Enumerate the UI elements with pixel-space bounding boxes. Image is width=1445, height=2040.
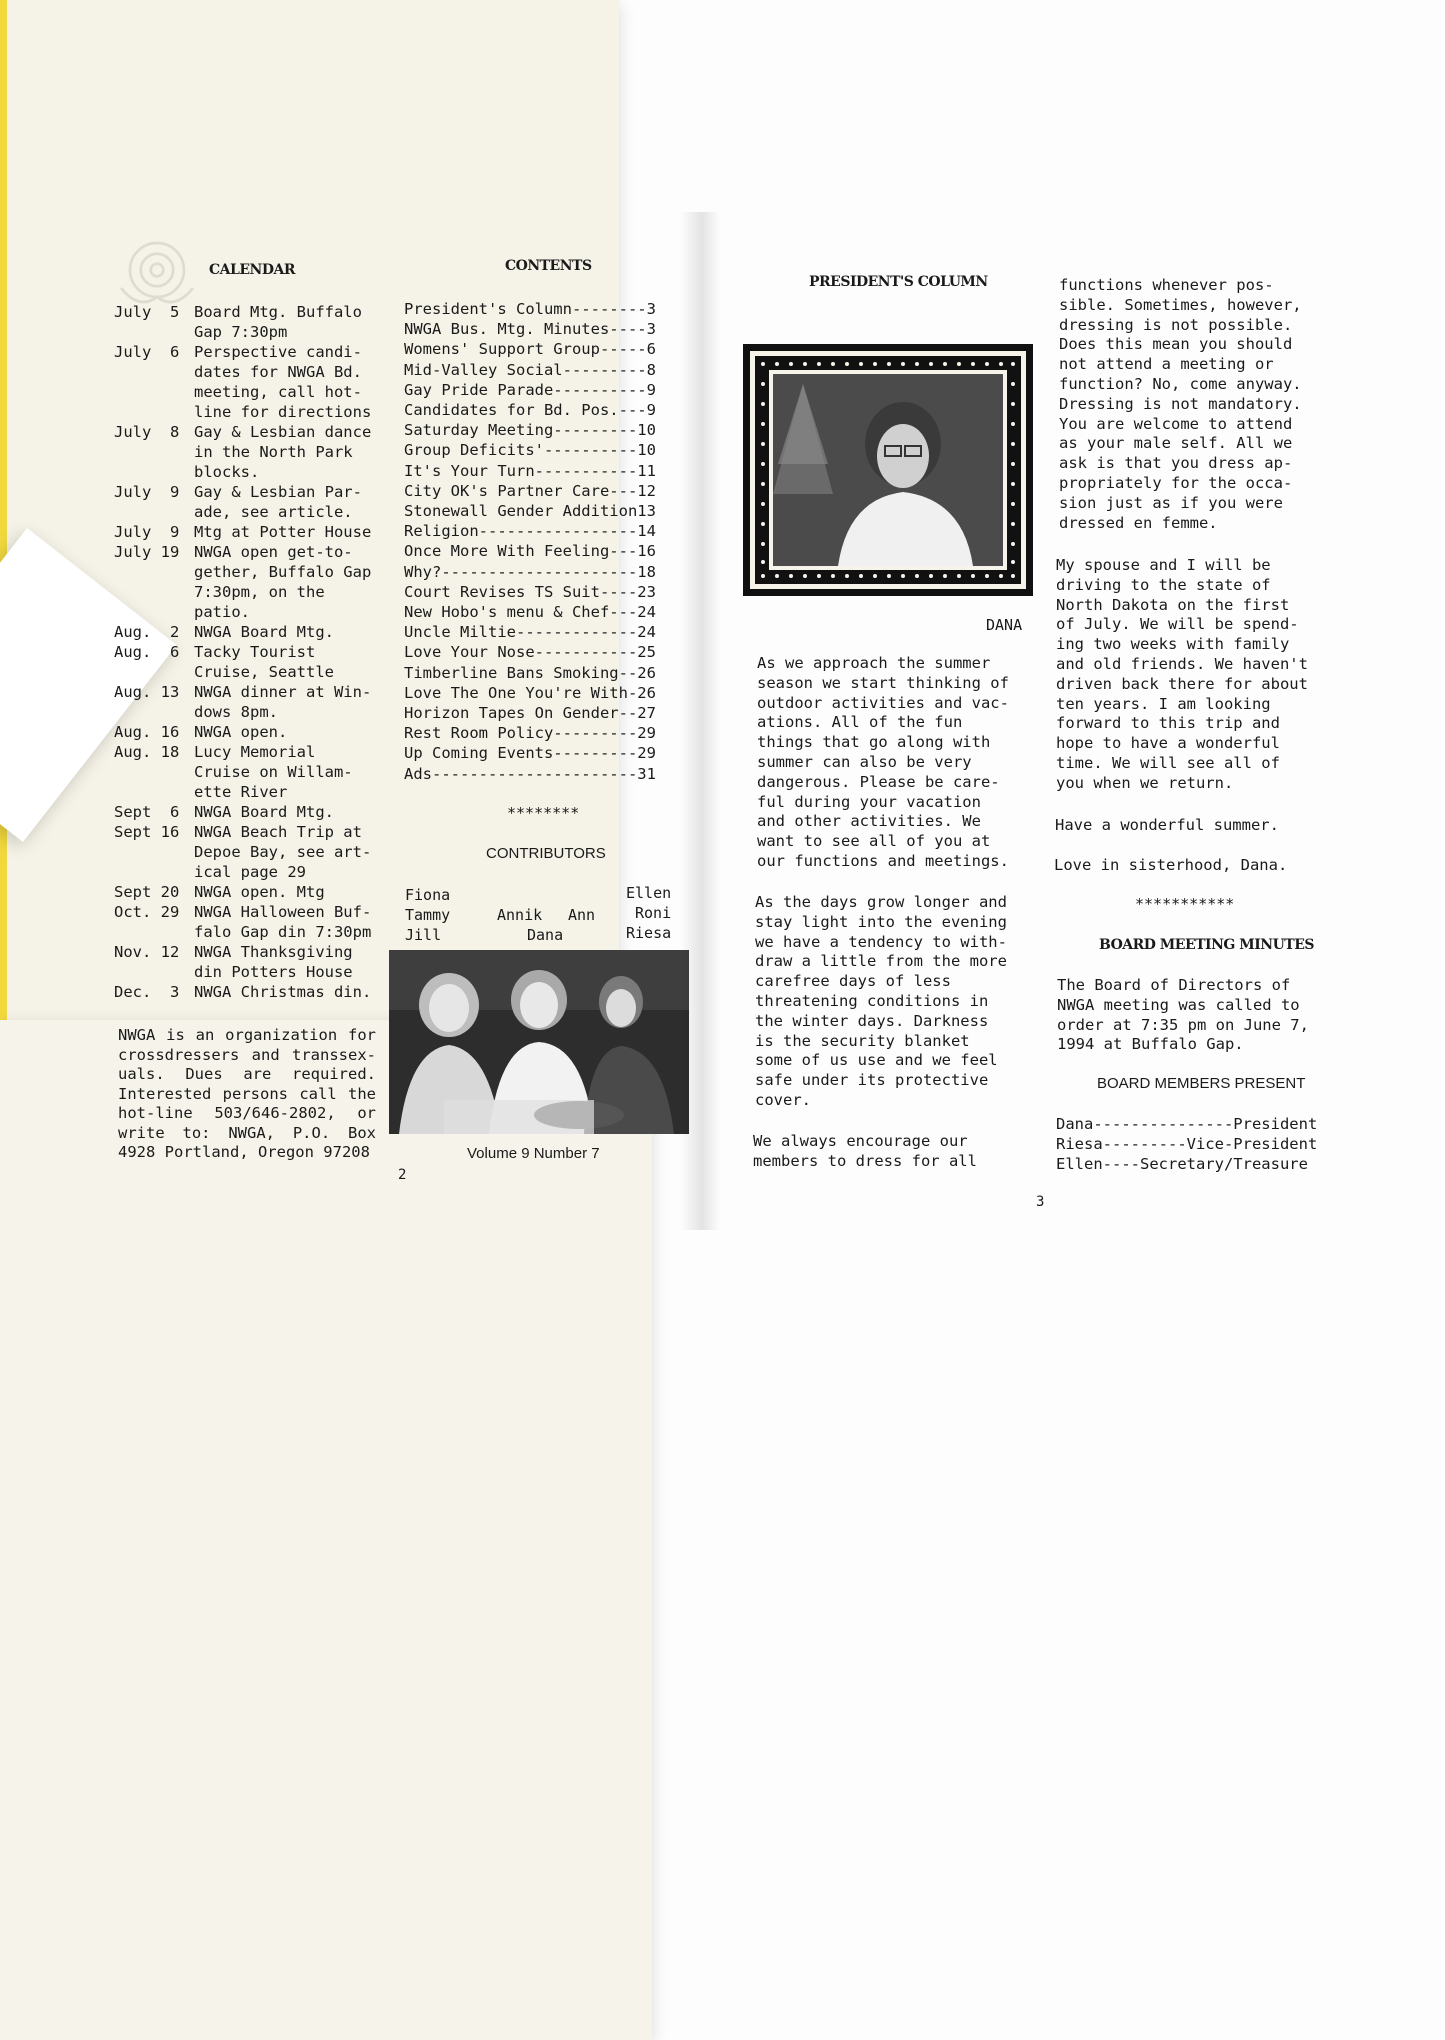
- calendar-event: Mtg at Potter House: [194, 523, 372, 541]
- board-members-list: [1056, 1115, 1328, 1174]
- contents-item: Ads----------------------31: [404, 764, 656, 783]
- board-minutes-intro: The Board of Directors of NWGA meeting was called to order at 7:35 pm on June 7, 1994 at Buffalo Gap.: [1057, 976, 1309, 1054]
- calendar-event: NWGA open. Mtg: [194, 883, 325, 901]
- calendar-event: NWGA open get-to- gether, Buffalo Gap 7:30pm, on the patio.: [194, 543, 372, 621]
- contents-item: President's Column--------3: [404, 300, 656, 318]
- board-member-line: Riesa---------Vice-President: [1056, 1134, 1318, 1153]
- contributor-name: Dana: [527, 926, 564, 944]
- calendar-heading: CALENDAR: [209, 262, 295, 278]
- contents-item: Court Revises TS Suit----23: [404, 582, 656, 601]
- calendar-date: July 8: [114, 423, 180, 441]
- contents-list: [404, 299, 674, 784]
- calendar-event: NWGA Christmas din.: [194, 983, 372, 1001]
- contributor-name: Riesa: [626, 924, 672, 942]
- right-page: [0, 1020, 652, 2040]
- president-continued-1: functions whenever pos- sible. Sometimes, however, dressing is not possible. Does this mean you should not attend a meeting or function? No, come anyway. Dressing is not mandatory. You are welcome to attend as your male self. All we ask is that you dress ap- propriately for the occa- sion just as if you were dressed en femme.: [1059, 276, 1302, 532]
- calendar-entry: [114, 882, 380, 902]
- calendar-date: July 5: [114, 303, 180, 321]
- calendar-entry: [114, 802, 380, 822]
- calendar-entry: [114, 982, 380, 1002]
- contributor-name: Annik: [497, 906, 543, 924]
- contents-separator: ********: [507, 804, 580, 822]
- contributor-name: Tammy: [405, 906, 451, 924]
- calendar-date: Sept 6: [114, 803, 180, 821]
- calendar-entry: [114, 722, 380, 742]
- contents-item: Once More With Feeling---16: [404, 542, 656, 561]
- contents-item: Mid-Valley Social---------8: [404, 360, 656, 379]
- contents-item: Uncle Miltie-------------24: [404, 623, 656, 642]
- contents-item: Up Coming Events---------29: [404, 744, 656, 763]
- contents-item: Womens' Support Group-----6: [404, 340, 656, 359]
- volume-number: Volume 9 Number 7: [467, 1145, 600, 1162]
- calendar-date: July 9: [114, 523, 180, 541]
- contents-item: Group Deficits'----------10: [404, 441, 656, 460]
- calendar-date: July 19: [114, 543, 180, 561]
- contents-heading: CONTENTS: [505, 258, 592, 274]
- contents-item: Gay Pride Parade----------9: [404, 380, 656, 399]
- calendar-event: NWGA Beach Trip at Depoe Bay, see art- ical page 29: [194, 823, 372, 881]
- calendar-entry: [114, 342, 380, 422]
- calendar-date: Sept 20: [114, 883, 180, 901]
- calendar-entry: [114, 902, 380, 942]
- calendar-event: Tacky Tourist Cruise, Seattle: [194, 643, 334, 681]
- contents-item: City OK's Partner Care---12: [404, 481, 656, 500]
- calendar-entry: [114, 482, 380, 522]
- president-photo-frame: [743, 344, 1033, 596]
- calendar-entry: [114, 622, 380, 642]
- calendar-date: Aug. 6: [114, 643, 180, 661]
- calendar-date: July 9: [114, 483, 180, 501]
- contents-item: Why?---------------------18: [404, 562, 656, 581]
- contributor-name: Jill: [405, 926, 442, 944]
- contents-item: Love The One You're With-26: [404, 683, 656, 702]
- calendar-entry: [114, 522, 380, 542]
- contents-item: It's Your Turn-----------11: [404, 461, 656, 480]
- calendar-date: July 6: [114, 343, 180, 361]
- calendar-event: NWGA Board Mtg.: [194, 623, 334, 641]
- president-paragraph-2: As the days grow longer and stay light into the evening we have a tendency to with- draw a little from the more carefree days of less threatening conditions in the winter days. Darkness is the security blanket some of us use and we feel safe under its protective cover.: [755, 893, 1007, 1109]
- contents-item: Love Your Nose-----------25: [404, 643, 656, 662]
- calendar-entry: [114, 822, 380, 882]
- president-separator: ***********: [1135, 895, 1235, 913]
- contents-item: Stonewall Gender Addition13: [404, 502, 656, 521]
- contributors-heading: CONTRIBUTORS: [486, 845, 606, 862]
- calendar-date: Dec. 3: [114, 983, 180, 1001]
- contents-item: NWGA Bus. Mtg. Minutes----3: [404, 320, 656, 339]
- calendar-date: Oct. 29: [114, 903, 180, 921]
- contributor-name: Fiona: [405, 886, 451, 904]
- calendar-entry: [114, 682, 380, 722]
- calendar-entry: [114, 642, 380, 682]
- calendar-list: [114, 302, 380, 1002]
- page-number-left: 2: [398, 1167, 407, 1183]
- calendar-event: Lucy Memorial Cruise on Willam- ette River: [194, 743, 353, 801]
- calendar-event: Gay & Lesbian Par- ade, see article.: [194, 483, 362, 521]
- calendar-entry: [114, 302, 380, 342]
- contents-item: Horizon Tapes On Gender--27: [404, 704, 656, 723]
- contributors-group-photo: [389, 950, 689, 1134]
- calendar-date: Aug. 16: [114, 723, 180, 741]
- president-continued-3: Have a wonderful summer.: [1055, 816, 1279, 834]
- board-member-line: Dana---------------President: [1056, 1115, 1318, 1133]
- calendar-event: NWGA open.: [194, 723, 288, 741]
- page-number-right: 3: [1036, 1194, 1045, 1210]
- president-dana-photo: [773, 374, 1003, 566]
- presidents-column-heading: PRESIDENT'S COLUMN: [809, 274, 988, 290]
- president-continued-2: My spouse and I will be driving to the state of North Dakota on the first of July. We will be spend- ing two weeks with family and old friends. We haven't driven back there for about ten years. I am looking forward to this trip and hope to have a wonderful time. We will see all of you when we return.: [1056, 556, 1308, 792]
- spine-shadow: [680, 212, 720, 1230]
- calendar-date: Aug. 13: [114, 683, 180, 701]
- calendar-event: NWGA Thanksgiving din Potters House: [194, 943, 353, 981]
- contents-item: Saturday Meeting---------10: [404, 421, 656, 440]
- calendar-entry: [114, 422, 380, 482]
- contributor-name: Roni: [635, 904, 672, 922]
- contents-item: Rest Room Policy---------29: [404, 724, 656, 743]
- calendar-date: Nov. 12: [114, 943, 180, 961]
- president-paragraph-1: As we approach the summer season we start thinking of outdoor activities and vac- ations. All of the fun things that go along with summer can also be very dangerous. Please be care- ful during your vacation and other activities. We want to see all of you at our functions and meetings.: [757, 654, 1009, 870]
- calendar-date: Aug. 18: [114, 743, 180, 761]
- board-members-heading: BOARD MEMBERS PRESENT: [1097, 1075, 1306, 1092]
- contributor-name: Ellen: [626, 884, 672, 902]
- calendar-event: Perspective candi- dates for NWGA Bd. meeting, call hot- line for directions: [194, 343, 372, 421]
- president-paragraph-3: We always encourage our members to dress for all: [753, 1132, 977, 1170]
- calendar-event: Board Mtg. Buffalo Gap 7:30pm: [194, 303, 362, 341]
- contents-item: New Hobo's menu & Chef---24: [404, 603, 656, 622]
- board-minutes-heading: BOARD MEETING MINUTES: [1099, 937, 1314, 953]
- calendar-entry: [114, 942, 380, 982]
- calendar-event: NWGA dinner at Win- dows 8pm.: [194, 683, 372, 721]
- nwga-about-text: NWGA is an organization for crossdressers and transsex-uals. Dues are required. Interested persons call the hot-line 503/646-2802, or write to: NWGA, P.O. Box 4928 Portland, Oregon 97208: [118, 1026, 376, 1161]
- calendar-event: NWGA Halloween Buf- falo Gap din 7:30pm: [194, 903, 372, 941]
- calendar-date: Aug. 2: [114, 623, 180, 641]
- board-member-line: Ellen----Secretary/Treasure: [1056, 1154, 1308, 1173]
- calendar-date: Sept 16: [114, 823, 180, 841]
- photo-caption-dana: DANA: [986, 616, 1023, 634]
- contents-item: Timberline Bans Smoking--26: [404, 663, 656, 682]
- contents-item: Religion-----------------14: [404, 522, 656, 541]
- calendar-event: NWGA Board Mtg.: [194, 803, 334, 821]
- president-signoff: Love in sisterhood, Dana.: [1054, 856, 1288, 874]
- calendar-event: Gay & Lesbian dance in the North Park blocks.: [194, 423, 372, 481]
- calendar-entry: [114, 742, 380, 802]
- contributor-name: Ann: [568, 906, 596, 924]
- calendar-entry: [114, 542, 380, 622]
- contents-item: Candidates for Bd. Pos.---9: [404, 401, 656, 420]
